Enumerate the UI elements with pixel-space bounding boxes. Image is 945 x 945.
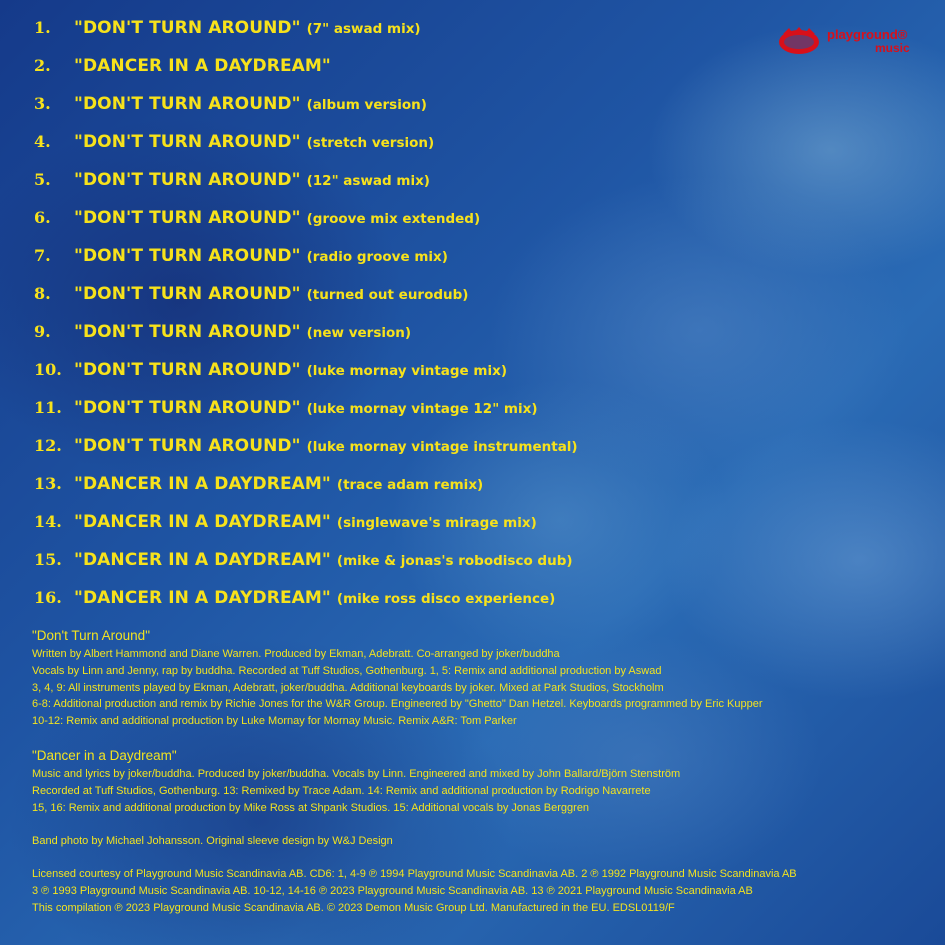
track-version: (singlewave's mirage mix) xyxy=(336,515,537,531)
track-version: (turned out eurodub) xyxy=(306,287,469,303)
track-version: (mike & jonas's robodisco dub) xyxy=(336,553,573,569)
track-title: "DON'T TURN AROUND" xyxy=(74,246,301,266)
track-item xyxy=(34,432,578,460)
track-item xyxy=(34,90,427,118)
credits-heading: "Dancer in a Daydream" xyxy=(32,748,177,763)
track-number: 15. xyxy=(34,550,62,569)
track-version: (new version) xyxy=(306,325,412,341)
track-number: 5. xyxy=(34,170,51,189)
credits-line: Band photo by Michael Johansson. Original sleeve design by W&J Design xyxy=(32,835,393,847)
track-title: "DON'T TURN AROUND" xyxy=(74,132,301,152)
credits-line: Vocals by Linn and Jenny, rap by buddha. Recorded at Tuff Studios, Gothenburg. 1, 5: Remix and additional production by Aswad xyxy=(32,664,662,677)
track-item xyxy=(34,204,480,232)
track-number: 10. xyxy=(34,360,62,379)
credits-dancer-in-a-daydream xyxy=(32,747,932,816)
track-title: "DANCER IN A DAYDREAM" xyxy=(74,474,331,494)
track-item xyxy=(34,584,555,612)
credits-line: Music and lyrics by joker/buddha. Produced by joker/buddha. Vocals by Linn. Engineered and mixed by John Ballard/Björn Stenström xyxy=(32,768,681,780)
track-number: 2. xyxy=(34,56,51,75)
track-version: (album version) xyxy=(306,97,427,113)
credits-line: This compilation ℗ 2023 Playground Music Scandinavia AB. © 2023 Demon Music Group Ltd. Manufactured in the EU. EDSL0119/F xyxy=(32,901,675,914)
track-title: "DON'T TURN AROUND" xyxy=(74,208,301,228)
credits-heading: "Don't Turn Around" xyxy=(32,628,150,643)
track-item xyxy=(34,470,483,498)
track-item xyxy=(34,128,434,156)
track-number: 1. xyxy=(34,18,51,37)
track-version: (12" aswad mix) xyxy=(306,173,430,189)
track-version: (trace adam remix) xyxy=(336,477,484,493)
logo-brand-line2: music xyxy=(875,41,910,55)
playground-music-logo xyxy=(775,24,925,60)
track-item xyxy=(34,280,468,308)
track-number: 11. xyxy=(34,398,62,417)
track-version: (luke mornay vintage instrumental) xyxy=(306,439,578,455)
track-number: 4. xyxy=(34,132,51,151)
track-item xyxy=(34,242,448,270)
track-number: 13. xyxy=(34,474,62,493)
credits-line: 15, 16: Remix and additional production by Mike Ross at Shpank Studios. 15: Additional vocals by Jonas Berggren xyxy=(32,801,590,814)
track-title: "DON'T TURN AROUND" xyxy=(74,322,301,342)
track-version: (luke mornay vintage mix) xyxy=(306,363,507,379)
track-title: "DANCER IN A DAYDREAM" xyxy=(74,56,331,76)
track-version: (7" aswad mix) xyxy=(306,21,421,37)
track-title: "DON'T TURN AROUND" xyxy=(74,284,301,304)
track-item xyxy=(34,394,538,422)
playground-logo-badge-icon xyxy=(777,26,821,56)
track-version: (stretch version) xyxy=(306,135,435,151)
track-item xyxy=(34,356,507,384)
track-number: 3. xyxy=(34,94,51,113)
track-number: 16. xyxy=(34,588,62,607)
track-title: "DON'T TURN AROUND" xyxy=(74,94,301,114)
track-number: 7. xyxy=(34,246,51,265)
credits-dont-turn-around xyxy=(32,627,932,730)
track-version: (groove mix extended) xyxy=(306,211,481,227)
track-number: 6. xyxy=(34,208,51,227)
track-item xyxy=(34,508,537,536)
credits-line: Licensed courtesy of Playground Music Scandinavia AB. CD6: 1, 4-9 ℗ 1994 Playground Music Scandinavia AB. 2 ℗ 1992 Playground Music Scandinavia AB xyxy=(32,868,797,880)
credits-line: 10-12: Remix and additional production by Luke Mornay for Mornay Music. Remix A&R: Tom Parker xyxy=(32,715,517,728)
credits-line: 6-8: Additional production and remix by Richie Jones for the W&R Group. Engineered by "Ghetto" Dan Hetzel. Keyboards programmed by Eric Kupper xyxy=(32,698,763,711)
credits-line: Recorded at Tuff Studios, Gothenburg. 13: Remixed by Trace Adam. 14: Remix and additional production by Rodrigo Navarrete xyxy=(32,784,651,797)
track-title: "DON'T TURN AROUND" xyxy=(74,18,301,38)
track-item xyxy=(34,318,411,346)
track-number: 14. xyxy=(34,512,62,531)
track-number: 8. xyxy=(34,284,51,303)
logo-brand-line1: playground® xyxy=(827,27,908,42)
credits-line: Written by Albert Hammond and Diane Warren. Produced by Ekman, Adebratt. Co-arranged by joker/buddha xyxy=(32,648,560,660)
track-title: "DON'T TURN AROUND" xyxy=(74,360,301,380)
track-version: (mike ross disco experience) xyxy=(336,591,556,607)
track-number: 9. xyxy=(34,322,51,341)
credits-line: 3 ℗ 1993 Playground Music Scandinavia AB. 10-12, 14-16 ℗ 2023 Playground Music Scandinavia AB. 13 ℗ 2021 Playground Music Scandinavia AB xyxy=(32,884,753,897)
credits-line: 3, 4, 9: All instruments played by Ekman, Adebratt, joker/buddha. Additional keyboards by joker. Mixed at Park Studios, Stockholm xyxy=(32,681,664,694)
track-version: (radio groove mix) xyxy=(306,249,448,265)
track-version: (luke mornay vintage 12" mix) xyxy=(306,401,538,417)
track-title: "DON'T TURN AROUND" xyxy=(74,170,301,190)
track-title: "DON'T TURN AROUND" xyxy=(74,398,301,418)
credits-photo xyxy=(32,833,932,850)
track-item xyxy=(34,166,430,194)
track-title: "DON'T TURN AROUND" xyxy=(74,436,301,456)
track-title: "DANCER IN A DAYDREAM" xyxy=(74,588,331,608)
credits-license xyxy=(32,866,932,916)
track-item xyxy=(34,14,421,42)
track-item xyxy=(34,546,573,574)
track-number: 12. xyxy=(34,436,62,455)
track-title: "DANCER IN A DAYDREAM" xyxy=(74,550,331,570)
track-item xyxy=(34,52,337,80)
track-title: "DANCER IN A DAYDREAM" xyxy=(74,512,331,532)
